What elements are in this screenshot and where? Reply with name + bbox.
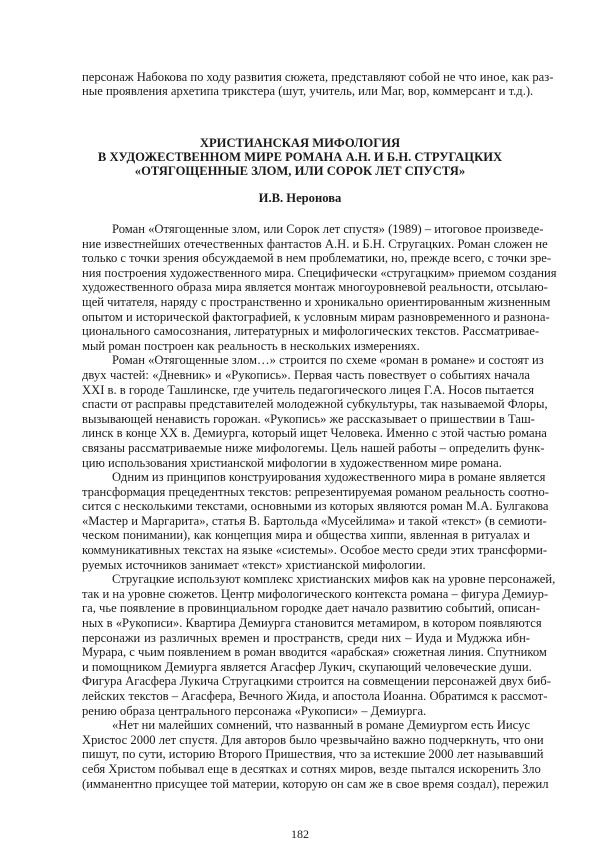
text-line: себя Христом побывал еще в десятках и сотнях миров, везде пытался искоренить Зло <box>82 761 541 776</box>
text-line: Роман «Отягощенные злом…» строится по схеме «роман в романе» и состоят из <box>112 353 544 368</box>
article-title <box>0 136 600 178</box>
title-line: В ХУДОЖЕСТВЕННОМ МИРЕ РОМАНА А.Н. И Б.Н. СТРУГАЦКИХ <box>97 150 503 164</box>
paragraph <box>82 470 549 572</box>
text-line: Христос 2000 лет спустя. Для авторов было чрезвычайно важно подчеркнуть, что они <box>82 732 544 747</box>
text-line: Фигура Агасфера Лукича Стругацкими строится на совмещении персонажей двух биб- <box>82 674 551 689</box>
text-line: художественного образа мира является монтаж многоуровневой реальности, отсылаю- <box>82 280 548 295</box>
paragraph <box>82 353 548 470</box>
text-line: ние известнейших отечественных фантастов А.Н. и Б.Н. Стругацких. Роман сложен не <box>82 236 548 251</box>
text-line: Одним из принципов конструирования художественного мира в романе является <box>112 470 546 485</box>
paragraph <box>82 572 556 718</box>
text-line: сится с несколькими текстами, основными из которых являются роман М.А. Булгакова <box>82 499 549 514</box>
text-line: рению образа центрального персонажа «Рукописи» – Демиурга. <box>82 703 427 718</box>
text-line: мый роман построен как реальность в нескольких измерениях. <box>82 338 420 353</box>
text-line: трансформация прецедентных текстов: репрезентируемая романом реальность соотно- <box>82 484 549 499</box>
text-line: и помощником Демиурга является Агасфер Лукич, скупающий человеческие души. <box>82 659 532 674</box>
text-line: лейских текстов – Агасфера, Вечного Жида, и апостола Иоанна. Обратимся к рассмот- <box>82 689 548 703</box>
text-line: цию использования христианской мифологии в художественном мире романа. <box>82 455 502 470</box>
text-line: персонажи из различных времен и пространств, среди них – Иуда и Муджжа ибн- <box>82 630 530 645</box>
paragraph <box>82 718 549 791</box>
text-line: ные проявления архетипа трикстера (шут, учитель, или Маг, вор, коммерсант и т.д.). <box>82 84 534 98</box>
text-line: щей читателя, наряду с пространственно и хроникально ориентированным жизненным <box>82 294 551 309</box>
text-line: персонаж Набокова по ходу развития сюжета, представляют собой не что иное, как раз- <box>82 70 554 84</box>
text-line: спасти от расправы представителей молодежной субкультуры, так называемой Флоры, <box>82 397 548 412</box>
title-line: «ОТЯГОЩЕННЫЕ ЗЛОМ, ИЛИ СОРОК ЛЕТ СПУСТЯ» <box>134 164 466 178</box>
text-line: ния построения художественного мира. Специфически «стругацким» приемом создания <box>82 265 557 280</box>
text-line: Стругацкие используют комплекс христианских мифов как на уровне персонажей, <box>112 572 556 587</box>
article-body <box>82 222 557 791</box>
intro-text <box>82 70 554 98</box>
text-line: ческом понимании), как концепция мира и общества хиппи, явленная в ритуалах и <box>82 528 530 543</box>
text-line: опытом и исторической фактографией, к условным мирам разновременного и разнона- <box>82 309 550 324</box>
text-line: вызывающей ненависть горожан. «Рукопись» же рассказывает о пришествии в Таш- <box>82 411 535 426</box>
title-line: ХРИСТИАНСКАЯ МИФОЛОГИЯ <box>199 136 401 150</box>
text-line: Роман «Отягощенные злом, или Сорок лет спустя» (1989) – итоговое произведе- <box>112 222 544 236</box>
page-number: 182 <box>291 827 309 841</box>
text-line: коммуникативных текстах на языке «системы». Особое место среди этих трансформи- <box>82 543 548 558</box>
text-line: Мурара, с чьим появлением в роман вводится «арабская» сюжетная линия. Спутником <box>82 645 547 660</box>
text-line: пишут, по сути, историю Второго Пришествия, что за истекшие 2000 лет называвший <box>82 747 544 762</box>
text-line: (имманентно присущее той материи, которую он сам же в свое время создал), пережил <box>82 776 549 791</box>
text-line: «Мастер и Маргарита», статья В. Бартольда «Мусейлима» и такой «текст» (в семиоти- <box>82 513 547 528</box>
text-line: «Нет ни малейших сомнений, что названный в романе Демиургом есть Иисус <box>112 718 530 733</box>
text-line: ционального самосознания, литературных и мифологических текстов. Рассматривае- <box>82 324 540 339</box>
text-line: так и на уровне сюжетов. Центр мифологического контекста романа – фигура Демиур- <box>82 586 549 601</box>
text-line: XXI в. в городе Ташлинске, где учитель педагогического лицея Г.А. Носов пытается <box>82 382 535 397</box>
text-line: ных в «Рукописи». Квартира Демиурга становится метамиром, в котором появляются <box>82 616 542 631</box>
text-line: связаны рассматриваемые ниже мифологемы. Цель нашей работы – определить функ- <box>82 440 545 455</box>
text-line: линск в конце XX в. Демиурга, который ищет Человека. Именно с этой частью романа <box>82 426 547 441</box>
text-line: двух частей: «Дневник» и «Рукопись». Первая часть повествует о событиях начала <box>82 367 530 382</box>
text-line: га, чье появление в провинциальном городке дает начало развитию событий, описан- <box>82 601 540 616</box>
text-line: только с точки зрения обсуждаемой в нем проблематики, но, прежде всего, с точки зре- <box>82 251 552 266</box>
text-line: руемых источников занимает «текст» христианской мифологии. <box>82 557 426 572</box>
article-author: И.В. Неронова <box>258 191 342 205</box>
paragraph <box>82 222 557 353</box>
